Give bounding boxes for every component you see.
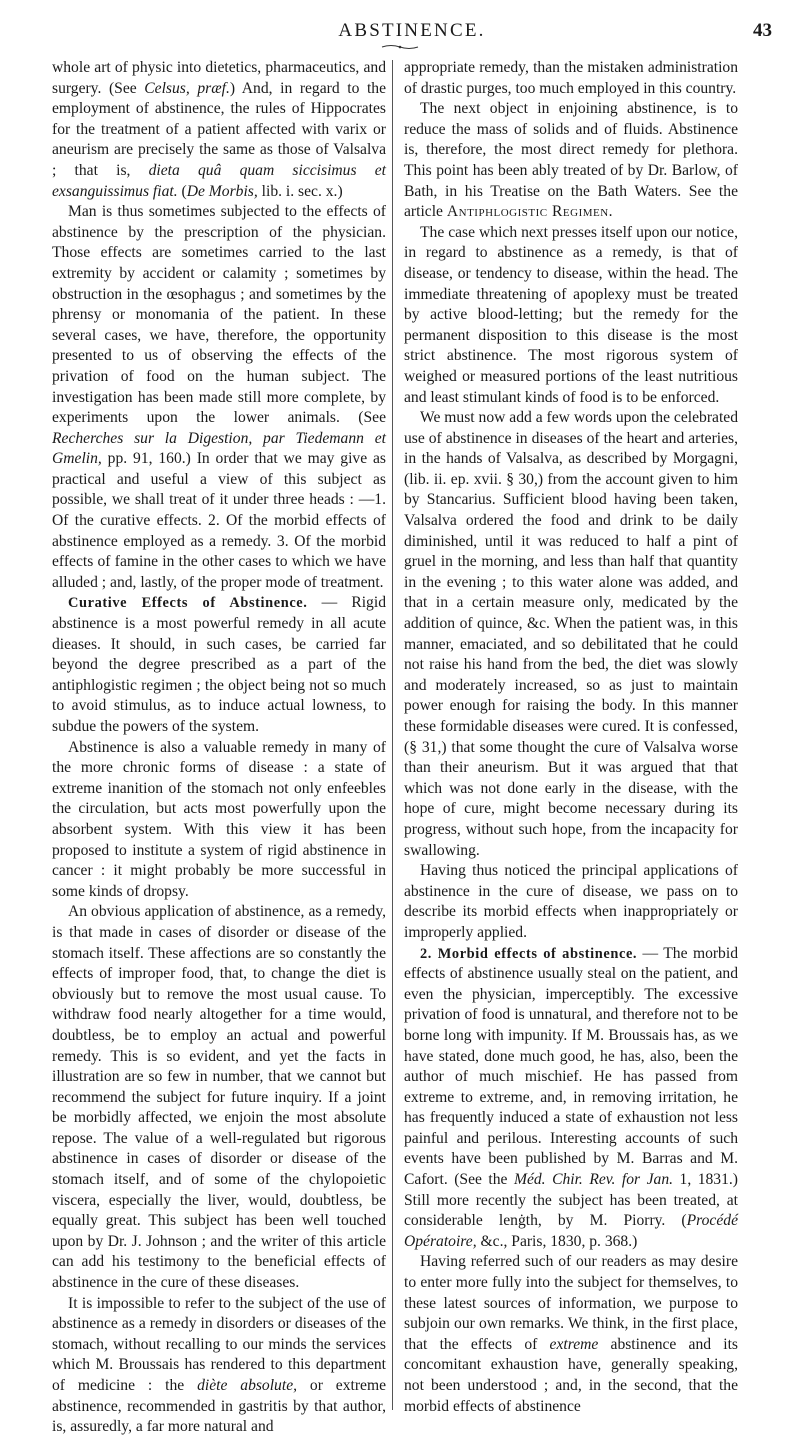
- text-run: It is impossible to refer to the subject of the use of abstinence as a remedy in disorders or diseases of the stomach, without recalling to our minds the services which M. Broussais has rendered to this department of medicine : the: [52, 1294, 386, 1394]
- paragraph: [52, 1294, 386, 1438]
- text-run: pp. 91, 160.) In order that we may give as practical and useful a view of this subject as possible, we shall treat of it under three heads : —1. Of the curative effects. 2. Of the morbid effects of abstinence employed as a remedy. 3. Of the morbid effects of famine in the other cases to which we have alluded ; and, lastly, of the proper mode of treatment.: [52, 450, 386, 591]
- paragraph: [52, 738, 386, 903]
- section-heading: 2. Morbid effects of abstinence.: [420, 945, 638, 962]
- text-run: An obvious application of abstinence, as a remedy, is that made in cases of disorder or disease of the stomach itself. These affections are so constantly the effects of improper food, that, to change the diet is obviously but to remove the most usual cause. To withdraw food nearly altogether for a time would, doubtless, be to employ an actual and powerful remedy. This is so evident, and yet the facts in illustration are so few in number, that we cannot but recommend the subject for future inquiry. If a joint be morbidly affected, we enjoin the most absolute repose. The value of a well-regulated but rigorous abstinence in cases of disorder or disease of the stomach itself, and of some of the chylopoietic viscera, especially the liver, would, doubtless, be equally great. This subject has been well touched upon by Dr. J. Johnson ; and the writer of this article can add his testimony to the beneficial effects of abstinence in the cure of these diseases.: [52, 903, 386, 1292]
- running-head: ABSTINENCE.: [338, 20, 486, 41]
- italic-text: Recherches sur la Digestion, par Tiedemann et Gmelin,: [52, 429, 386, 468]
- text-run: abstinence and its concomitant exhaustion have, generally speaking, not been understood ; and, in the second, that the morbid effects of abstinence: [404, 1335, 738, 1415]
- text-run: &c., Paris, 1830, p. 368.): [476, 1232, 638, 1250]
- text-run: whole art of physic into dietetics, pharmaceutics, and surgery. (See: [52, 59, 386, 97]
- text-run: Having thus noticed the principal applications of abstinence in the cure of disease, we pass on to describe its morbid effects when inappropriately or improperly applied.: [404, 862, 738, 941]
- italic-text: Méd. Chir. Rev. for Jan.: [513, 1171, 674, 1189]
- paragraph: [52, 593, 386, 737]
- italic-text: Procédé Opératoire,: [404, 1212, 738, 1250]
- italic-text: extreme: [549, 1335, 599, 1353]
- italic-text: dieta quâ quam siccisimus et exsanguissimus fiat.: [52, 161, 386, 200]
- section-heading: Curative Effects of Abstinence.: [68, 595, 308, 612]
- left-column: [52, 58, 386, 1438]
- italic-text: diète absolute,: [197, 1377, 298, 1394]
- text-run: (: [177, 182, 187, 200]
- text-run: ) And, in regard to the employment of abstinence, the rules of Hippocrates for the treatment of a patient affected with varix or aneurism are precisely the same as those of Valsalva ; that is,: [52, 79, 386, 179]
- paragraph: [52, 58, 386, 202]
- cross-reference: Antiphlogistic Regimen.: [446, 203, 614, 221]
- text-run: Having referred such of our readers as may desire to enter more fully into the subject for themselves, to these latest sources of information, we purpose to subjoin our own remarks. We think, in the first place, that the effects of: [404, 1253, 738, 1353]
- text-run: lib. i. sec. x.): [257, 182, 343, 200]
- paragraph: [404, 99, 738, 223]
- text-run: — The morbid effects of abstinence usually steal on the patient, and even the physician, imperceptibly. The excessive privation of food is unnatural, and therefore not to be borne long with impunity. If M. Broussais has, as we have stated, done much good, he has, also, been the author of much mischief. He has passed from extreme to extreme, and, in removing irritation, he has frequently induced a state of exhaustion not less painful and perilous. Interesting accounts of such events have been published by M. Barras and M. Cafort. (See the: [404, 944, 738, 1189]
- text-run: The next object in enjoining abstinence, is to reduce the mass of solids and of fluids. Abstinence is, therefore, the most direct remedy for plethora. This point has been ably treated of by Dr. Barlow, of Bath, in his Treatise on the Bath Waters. See the article: [404, 100, 738, 221]
- text-run: The case which next presses itself upon our notice, in regard to abstinence as a remedy, is that of disease, or tendency to disease, within the head. The immediate threatening of apoplexy must be treated by active blood-letting; but the remedy for the permanent disposition to this disease is the most strict abstinence. The most rigorous system of weighed or measured portions of the least nutritious and least stimulant kinds of food is to be enforced.: [404, 223, 738, 406]
- text-run: appropriate remedy, than the mistaken administration of drastic purges, too much employed in this country.: [404, 59, 738, 97]
- text-run: — Rigid abstinence is a most powerful remedy in all acute dieases. It should, in such cases, be carried far beyond the degree prescribed as a part of the antiphlogistic regimen ; the object being not so much to avoid stimulus, as to induce actual lowness, to subdue the powers of the system.: [52, 594, 386, 735]
- paragraph: [404, 58, 738, 99]
- text-run: We must now add a few words upon the celebrated use of abstinence in diseases of the heart and arteries, in the hands of Valsalva, as described by Morgagni, (lib. ii. ep. xvii. § 30,) from the account given to him by Stancarius. Sufficient blood having been taken, Valsalva ordered the food and drink to be daily diminished, until it was reduced to half a pint of gruel in the morning, and less than half that quantity in the evening ; to this water alone was added, and that in a certain measure only, medicated by the addition of quince, &c. When the patient was, in this manner, emaciated, and so debilitated that he could not raise his hand from the bed, the diet was slowly and moderately increased, so as just to maintain power enough for raising the body. In this manner these formidable diseases were cured. It is confessed, (§ 31,) that some thought the cure of Valsalva worse than their aneurism. But it was argued that that which was not done early in the disease, with the hope of cure, might become necessary during its progress, without such hope, from the incapacity for swallowing.: [404, 409, 738, 859]
- text-run: 1, 1831.) Still more recently the subject has been treated, at considerable lenġth, by M. Piorry. (: [404, 1171, 738, 1230]
- paragraph: [404, 861, 738, 943]
- header-ornament-icon: [382, 44, 418, 50]
- paragraph: [404, 1252, 738, 1417]
- page-header: [52, 20, 772, 46]
- text-run: Man is thus sometimes subjected to the effects of abstinence by the prescription of the physician. Those effects are sometimes carried to the last extremity by accident or calamity ; sometimes by obstruction in the œsophagus ; and sometimes by the phrensy or monomania of the patient. In these several cases, we have, therefore, the opportunity presented to us of observing the effects of the privation of food on the human subject. The investigation has been made still more complete, by experiments upon the lower animals. (See: [52, 203, 386, 427]
- paragraph: [52, 902, 386, 1293]
- text-run: Abstinence is also a valuable remedy in many of the more chronic forms of disease : a state of extreme inanition of the stomach not only enfeebles the circulation, but acts most powerfully upon the absorbent system. With this view it has been proposed to institute a system of rigid abstinence in cancer : it might probably be more successful in some kinds of dropsy.: [52, 738, 386, 900]
- text-run: or extreme abstinence, recommended in gastritis by that author, is, assuredly, a far more natural and: [52, 1377, 386, 1436]
- paragraph: [52, 202, 386, 593]
- right-column: [404, 58, 738, 1417]
- italic-text: Celsus, præf.: [144, 79, 230, 97]
- paragraph: [404, 223, 738, 408]
- page-number: 43: [753, 20, 772, 41]
- paragraph: [404, 944, 738, 1253]
- italic-text: De Morbis,: [186, 182, 258, 200]
- column-divider: [392, 60, 393, 1410]
- paragraph: [404, 408, 738, 861]
